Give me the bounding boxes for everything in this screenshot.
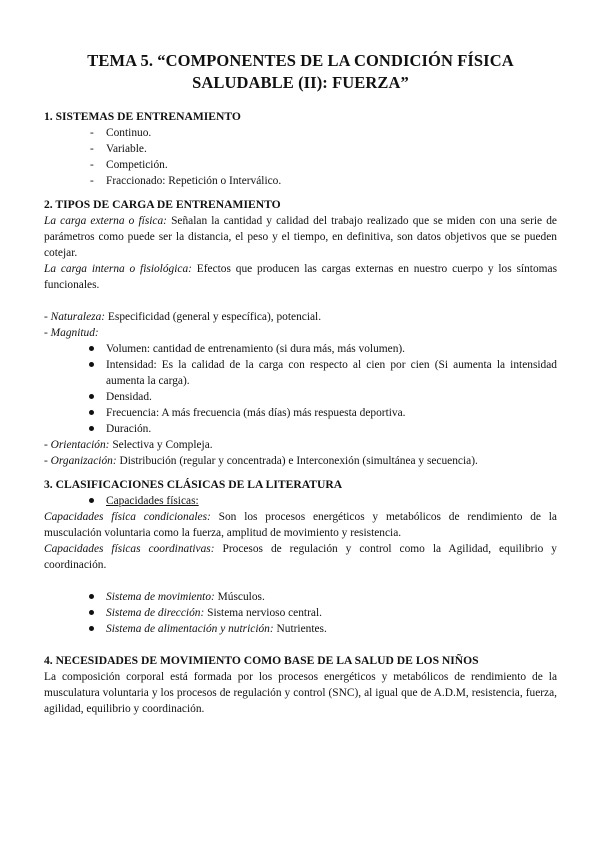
list-item: Capacidades físicas: (44, 493, 557, 509)
list-item: Intensidad: Es la calidad de la carga con respecto al cien por cien (Si aumenta la intensidad aumenta la carga). (44, 357, 557, 389)
list-item: - Variable. (90, 143, 147, 155)
carga-interna-paragraph: La carga interna o fisiológica: Efectos que producen las cargas externas en nuestro cuerpo y los síntomas funcionales. (44, 263, 558, 291)
list-item: - Competición. (90, 159, 168, 171)
list-item: Densidad. (44, 389, 557, 405)
organizacion-line: - Organización: Distribución (regular y concentrada) e Interconexión (simultánea y secuencia). (44, 455, 478, 467)
capacidades-list (44, 493, 557, 509)
magnitud-line: - Magnitud: (44, 327, 99, 339)
section-3-heading: 3. CLASIFICACIONES CLÁSICAS DE LA LITERATURA (44, 478, 343, 491)
page-title: TEMA 5. “COMPONENTES DE LA CONDICIÓN FÍSICA SALUDABLE (II): FUERZA” (87, 51, 514, 92)
orientacion-line: - Orientación: Selectiva y Compleja. (44, 439, 213, 451)
section-4-heading: 4. NECESIDADES DE MOVIMIENTO COMO BASE DE LA SALUD DE LOS NIÑOS (44, 654, 479, 667)
list-item: - Continuo. (90, 127, 152, 139)
list-item: Volumen: cantidad de entrenamiento (si dura más, más volumen). (44, 341, 557, 357)
document-page (44, 50, 557, 717)
list-item: - Fraccionado: Repetición o Interválico. (90, 175, 282, 187)
list-item: Sistema de dirección: Sistema nervioso central. (44, 605, 557, 621)
section-4-paragraph: La composición corporal está formada por los procesos energéticos y metabólicos de rendimiento de la musculatura voluntaria y los procesos de regulación y control (SNC), al igual que de A.D.M, resistencia, fuerza, agilidad, equilibrio y coordinación. (44, 671, 557, 715)
magnitud-list (44, 341, 557, 437)
section-1-heading: 1. SISTEMAS DE ENTRENAMIENTO (44, 110, 241, 123)
list-item: Duración. (44, 421, 557, 437)
naturaleza-line: - Naturaleza: Especificidad (general y específica), potencial. (44, 311, 322, 323)
condicionales-paragraph: Capacidades física condicionales: Son los procesos energéticos y metabólicos de rendimiento de la musculación voluntaria como la fuerza, amplitud de movimiento y resistencia. (44, 511, 557, 539)
section-2-heading: 2. TIPOS DE CARGA DE ENTRENAMIENTO (44, 198, 281, 211)
training-systems-list (44, 125, 557, 189)
sistemas-list (44, 589, 557, 637)
carga-externa-paragraph: La carga externa o física: Señalan la cantidad y calidad del trabajo realizado que se miden con una serie de parámetros como puede ser la distancia, el peso y el tiempo, en definitiva, son datos objetivos que se pueden cotejar. (44, 215, 557, 259)
list-item: Sistema de alimentación y nutrición: Nutrientes. (44, 621, 557, 637)
list-item: Frecuencia: A más frecuencia (más días) más respuesta deportiva. (44, 405, 557, 421)
coordinativas-paragraph: Capacidades físicas coordinativas: Procesos de regulación y control como la Agilidad, equilibrio y coordinación. (44, 543, 557, 571)
list-item: Sistema de movimiento: Músculos. (44, 589, 557, 605)
